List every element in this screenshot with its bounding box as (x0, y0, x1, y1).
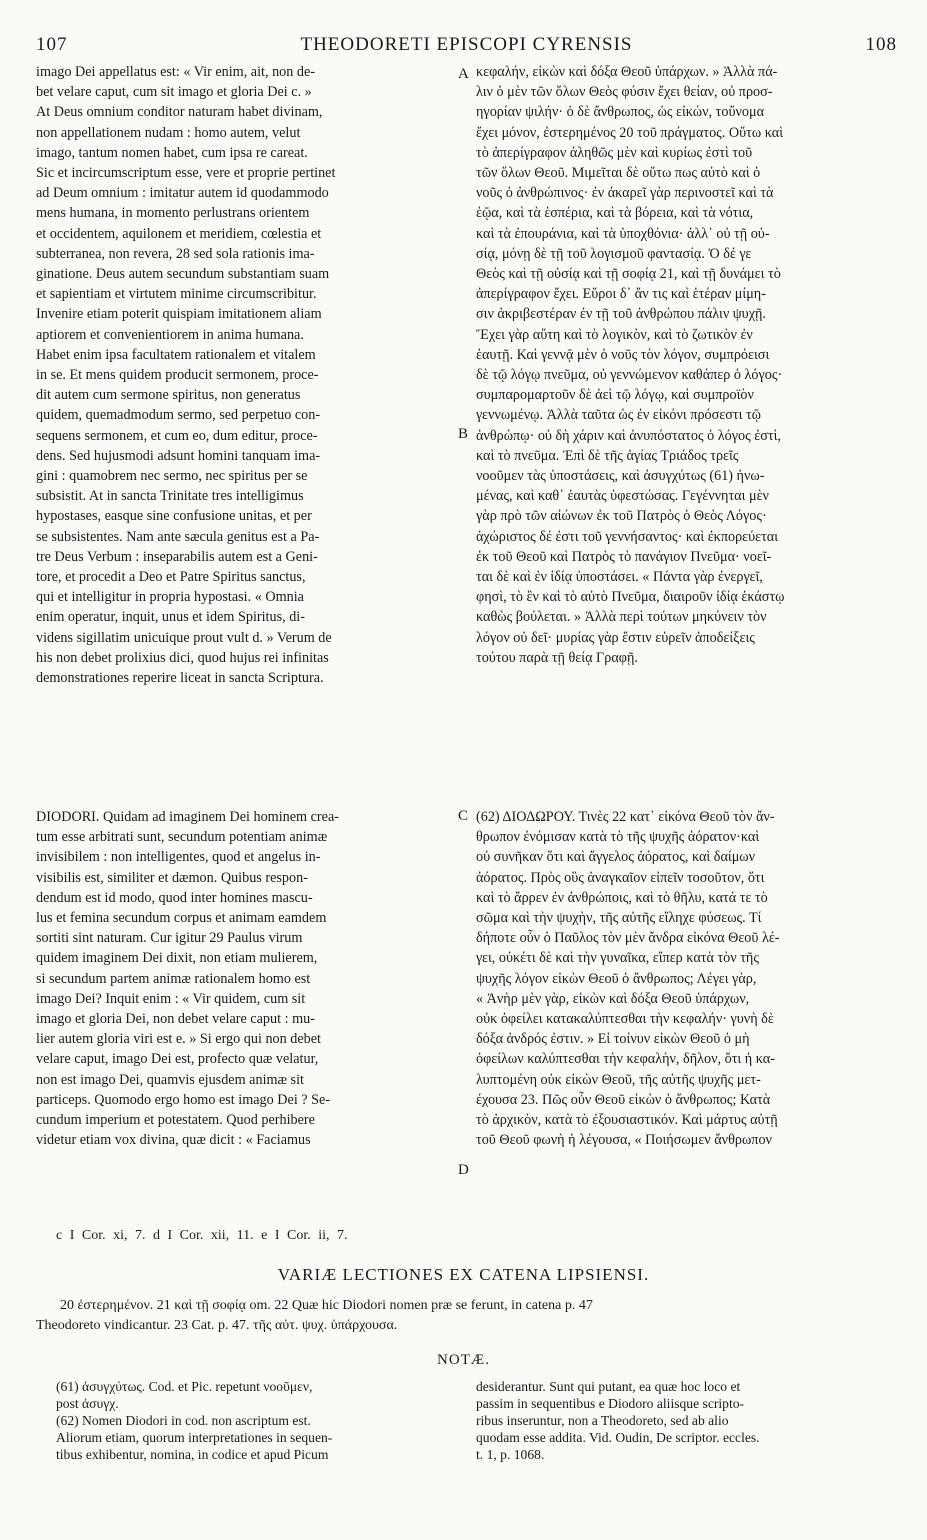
note-line: tibus exhibentur, nomina, in codice et apud Picum (56, 1447, 329, 1462)
latin-line: At Deus omnium conditor naturam habet divinam, (36, 104, 323, 121)
latin-line: imago Dei? Inquit enim : « Vir quidem, cum sit (36, 990, 306, 1007)
running-header (36, 34, 897, 60)
greek-line: οὐκ ὀφείλει κατακαλύπτεσθαι τὴν κεφαλήν· γυνὴ δὲ (476, 1011, 774, 1028)
greek-line: ἀνθρώπῳ· οὐ δὴ χάριν καὶ ἀνυπόστατος ὁ λόγος ἐστὶ, (476, 427, 781, 444)
greek-line: νοοῦμεν τὰς ὑποστάσεις, καὶ ἀσυγχύτως (61) ἡνω- (476, 468, 765, 485)
greek-line: ἀπερίγραφον ἔχει. Εὕροι δ᾽ ἄν τις καὶ ἑτέραν μίμη- (476, 286, 766, 303)
latin-line: qui et intelligitur in propria hypostasi. « Omnia (36, 589, 304, 606)
latin-line: Sic et incircumscriptum esse, vere et proprie pertinet (36, 165, 336, 182)
latin-line: enim operatur, inquit, unus et idem Spiritus, di- (36, 609, 305, 626)
greek-line: τοῦ Θεοῦ φωνὴ ἡ λέγουσα, « Ποιήσωμεν ἄνθρωπον (476, 1132, 772, 1149)
margin-letter-d: D (458, 1162, 469, 1178)
note-line: ribus inseruntur, non a Theodoreto, sed ab alio (476, 1413, 729, 1428)
latin-line: subterranea, non revera, 28 sed sola rationis ima- (36, 245, 315, 262)
greek-line: μένας, καὶ καθ᾽ ἑαυτὰς ὑφεστώσας. Γεγέννηται μὲν (476, 488, 769, 505)
latin-line: gini : quamobrem nec sermo, nec spiritus per se (36, 468, 308, 485)
note-line: (61) ἀσυγχύτως. Cod. et Pic. repetunt νοοῦμεν, (56, 1379, 313, 1394)
margin-letter-c: C (458, 808, 469, 824)
latin-line: videns sigillatim unicuique prout vult d. » Verum de (36, 629, 332, 646)
latin-line: tore, et procedit a Deo et Patre Spiritus sanctus, (36, 569, 306, 586)
latin-line: non appellationem nudam : homo autem, velut (36, 124, 301, 141)
greek-line: φησὶ, τὸ ἓν καὶ τὸ αὐτὸ Πνεῦμα, διαιροῦν ἰδίᾳ ἑκάστῳ (476, 589, 785, 606)
variae-lectiones-title: VARIÆ LECTIONES EX CATENA LIPSIENSI. (277, 1265, 650, 1284)
greek-line: καὶ τὰ ἐπουράνια, καὶ τὰ ὑποχθόνια· ἀλλ᾽ οὐ τῇ οὐ- (476, 225, 770, 242)
greek-line: θρωπον ἐνόμισαν κατὰ τὸ τῆς ψυχῆς ἀόρατον·καὶ (476, 829, 760, 846)
latin-line: si secundum partem animæ rationalem homo est (36, 970, 311, 987)
latin-line: ad Deum omnium : imitatur autem id quodammodo (36, 185, 329, 202)
greek-line: ἐκ τοῦ Θεοῦ καὶ Πατρὸς τὸ πανάγιον Πνεῦμα· νοεῖ- (476, 548, 772, 565)
greek-line: ηγορίαν ψιλήν· ὁ δὲ ἄνθρωπος, ὡς εἰκών, τοὔνομα (476, 104, 765, 121)
greek-line: ἔχει μόνον, ἐστερημένος 20 τοῦ πράγματος. Οὕτω καὶ (476, 124, 784, 141)
latin-line: bet velare caput, cum sit imago et gloria Dei c. » (36, 84, 312, 101)
greek-line: λόγον οὐ δεῖ· μυρίας γὰρ ἔστιν εὑρεῖν ἀποδείξεις (476, 629, 755, 646)
latin-line: quidem, quemadmodum sermo, sed perpetuo con- (36, 407, 321, 424)
latin-line: ginatione. Deus autem secundum substantiam suam (36, 266, 330, 283)
latin-line: videtur etiam vox divina, quæ dicit : « Faciamus (36, 1132, 311, 1149)
latin-line: imago Dei appellatus est: « Vir enim, ait, non de- (36, 64, 316, 80)
margin-letter-a: A (458, 66, 469, 82)
greek-line: γεννωμένῳ. Ἀλλὰ ταῦτα ὡς ἐν εἰκόνι πρόσεστι τῷ (476, 407, 761, 424)
latin-line: subsistit. At in sancta Trinitate tres intelligimus (36, 488, 304, 505)
latin-line: aptiorem et convenientiorem in anima humana. (36, 326, 304, 343)
latin-line: dens. Sed hujusmodi adsunt homini tanquam ima- (36, 447, 321, 464)
latin-line: quidem imaginem Dei dixit, non etiam mulierem, (36, 950, 318, 967)
latin-line: hypostases, easque sine confusione unitas, et per (36, 508, 312, 525)
latin-column-lower (36, 807, 454, 1150)
latin-line: demonstrationes reperire liceat in sancta Scriptura. (36, 670, 324, 687)
latin-line: cundum imperium et potestatem. Quod perhibere (36, 1112, 315, 1129)
greek-line: λυπτομένη οὐκ εἰκὼν Θεοῦ, τῆς αὐτῆς ψυχῆς μετ- (476, 1071, 761, 1088)
greek-line: γει, οὐκέτι δὲ καὶ τὴν γυναῖκα, εἴπερ κατὰ τὸν τῆς (476, 950, 759, 967)
latin-line: tum esse arbitrati sunt, secundum potentiam animæ (36, 829, 328, 846)
greek-line: συμπαρομαρτοῦν δὲ ἀεὶ τῷ λόγῳ, καὶ συμπροϊὸν (476, 387, 754, 404)
notae-right-column (476, 1378, 892, 1463)
greek-line: κεφαλήν, εἰκὼν καὶ δόξα Θεοῦ ὑπάρχων. » Ἀλλὰ πά- (476, 64, 778, 80)
greek-line: καθὼς βούλεται. » Ἀλλὰ περὶ τούτων μηκύνειν τὸν (476, 609, 767, 626)
latin-line: particeps. Quomodo ergo homo est imago Dei ? Se- (36, 1091, 331, 1108)
latin-line: lus et femina secundum corpus et animam eamdem (36, 910, 327, 927)
page-number-right: 108 (865, 34, 897, 55)
latin-line: se subsistentes. Nam ante sæcula genitus est a Pa- (36, 528, 320, 545)
notae-title: NOTÆ. (437, 1352, 490, 1368)
latin-line: Invenire etiam poterit quispiam imitationem aliam (36, 306, 322, 323)
greek-line: ἑαυτῇ. Καὶ γεννᾷ μὲν ὁ νοῦς τὸν λόγον, συμπρόεισι (476, 346, 770, 363)
latin-line: visibilis est, similiter et dæmon. Quibus respon- (36, 869, 308, 886)
margin-letter-b: B (458, 426, 469, 442)
note-line: quodam esse addita. Vid. Oudin, De scriptor. eccles. (476, 1430, 760, 1445)
greek-line: Θεὸς καὶ τῇ οὐσίᾳ καὶ τῇ σοφίᾳ 21, καὶ τῇ δυνάμει τὸ (476, 266, 781, 283)
latin-line: imago, tantum nomen habet, cum ipsa re careat. (36, 144, 308, 161)
latin-line: et sapientiam et virtutem minime circumscribitur. (36, 286, 317, 303)
note-line: passim in sequentibus e Diodoro aliisque scripto- (476, 1396, 745, 1411)
greek-column-upper (476, 62, 890, 668)
greek-line: νοῦς ὁ ἀνθρώπινος· ἐν ἀκαρεῖ γὰρ περινοστεῖ καὶ τὰ (476, 185, 774, 202)
variae-line: Theodoreto vindicantur. 23 Cat. p. 47. τῆς αὐτ. ψυχ. ὑπάρχουσα. (36, 1318, 398, 1333)
greek-line: λιν ὁ μὲν τῶν ὅλων Θεὸς φύσιν ἔχει θείαν, οὐ προσ- (476, 84, 773, 101)
greek-line: ὀφείλων καλύπτεσθαι τὴν κεφαλὴν, δῆλον, ὅτι ἡ κα- (476, 1051, 775, 1068)
latin-line: tre Deus Verbum : inseparabilis autem est a Geni- (36, 548, 318, 565)
latin-line: Habet enim ipsa facultatem rationalem et vitalem (36, 346, 316, 363)
note-line: t. 1, p. 1068. (476, 1447, 545, 1462)
latin-line: dit autem cum sermone spiritus, non generatus (36, 387, 301, 404)
note-line: Aliorum etiam, quorum interpretationes in sequen- (56, 1430, 333, 1445)
note-line: (62) Nomen Diodori in cod. non ascriptum est. (56, 1413, 311, 1428)
greek-line: σῶμα καὶ τὴν ψυχὴν, τῆς αὐτῆς εἴληχε φύσεως. Τί (476, 910, 762, 927)
latin-line: his non debet prolixius dici, quod hujus rei infinitas (36, 649, 329, 666)
latin-line: non est imago Dei, quamvis ejusdem animæ sit (36, 1071, 304, 1088)
latin-column-upper (36, 62, 454, 688)
latin-line: imago et gloria Dei, non debet velare caput : mu- (36, 1011, 315, 1028)
greek-line: έχουσα 23. Πῶς οὖν Θεοῦ εἰκὼν ὁ ἄνθρωπος; Κατὰ (476, 1091, 771, 1108)
latin-line: velare caput, imago Dei est, profecto quæ velatur, (36, 1051, 319, 1068)
latin-line: sortiti sint naturam. Cur igitur 29 Paulus virum (36, 930, 303, 947)
greek-line: δήποτε οὖν ὁ Παῦλος τὸν μὲν ἄνδρα εἰκόνα Θεοῦ λέ- (476, 930, 780, 947)
greek-line: ἀόρατος. Πρὸς οὓς ἀναγκαῖον εἰπεῖν τοσοῦτον, ὅτι (476, 869, 765, 886)
greek-line: τὸ ἀρχικὸν, κατὰ τὸ ἐξουσιαστικόν. Καὶ μάρτυς αὐτῇ (476, 1112, 778, 1129)
variae-lectiones-text (36, 1296, 891, 1336)
greek-line: τὸ ἀπερίγραφον ἀληθῶς μὲν καὶ κυρίως ἐστὶ τοῦ (476, 144, 753, 161)
latin-line: sequens sermonem, et cum eo, dum editur, proce- (36, 427, 318, 444)
greek-line: Ἔχει γὰρ αὕτη καὶ τὸ λογικὸν, καὶ τὸ ζωτικὸν ἐν (476, 326, 753, 343)
greek-column-lower (476, 807, 890, 1150)
notae-left-column (56, 1378, 448, 1463)
greek-line: γὰρ πρὸ τῶν αἰώνων ἐκ τοῦ Πατρὸς ὁ Θεὸς Λόγος· (476, 508, 767, 525)
greek-line: δόξα ἀνδρός ἐστιν. » Εἰ τοίνυν εἰκὼν Θεοῦ ὁ μὴ (476, 1031, 750, 1048)
note-line: post ἀσυγχ. (56, 1396, 119, 1411)
greek-line: καὶ τὸ πνεῦμα. Ἐπὶ δὲ τῆς ἁγίας Τριάδος τρεῖς (476, 447, 739, 464)
greek-line: σιν ἀκριβεστέραν ἐν τῇ τοῦ ἀνθρώπου πάλιν ψυχῇ. (476, 306, 766, 323)
greek-line: (62) ΔΙΟΔΩΡΟΥ. Τινὲς 22 κατ᾽ εἰκόνα Θεοῦ τὸν ἄν- (476, 809, 775, 825)
latin-line: et occidentem, aquilonem et meridiem, cœlestia et (36, 225, 322, 242)
greek-line: καὶ τὸ ἄρρεν ἐν ἀνθρώποις, καὶ τὸ θῆλυ, κατά τε τὸ (476, 889, 768, 906)
latin-line: DIODORI. Quidam ad imaginem Dei hominem crea- (36, 809, 339, 825)
latin-line: in se. Et mens quidem producit sermonem, proce- (36, 367, 319, 384)
greek-line: τῶν ὅλων Θεοῦ. Μιμεῖται δὲ οὕτω πως αὐτὸ καὶ ὁ (476, 165, 761, 182)
greek-line: τούτου παρὰ τῇ θείᾳ Γραφῇ. (476, 649, 638, 666)
greek-line: ἀχώριστος δέ ἐστι τοῦ γεννήσαντος· καὶ ἐκπορεύεται (476, 528, 779, 545)
greek-line: ψυχῆς λόγον εἰκὼν Θεοῦ ὁ ἄνθρωπος; Λέγει γὰρ, (476, 970, 757, 987)
page-number-left: 107 (36, 34, 68, 55)
greek-line: « Ἀνὴρ μὲν γὰρ, εἰκὼν καὶ δόξα Θεοῦ ὑπάρχων, (476, 990, 750, 1007)
latin-line: invisibilem : non intelligentes, quod et angelus in- (36, 849, 321, 866)
footnotes: c I Cor. xi, 7. d I Cor. xii, 11. e I Cor. ii, 7. (56, 1228, 348, 1243)
latin-line: dendum est id modo, quod inter homines mascu- (36, 889, 313, 906)
greek-line: οὐ συνῆκαν ὅτι καὶ ἄγγελος ἀόρατος, καὶ δαίμων (476, 849, 756, 866)
greek-line: ται δὲ καὶ ἐν ἰδίᾳ ὑποστάσει. « Πάντα γὰρ ἐνεργεῖ, (476, 569, 763, 586)
note-line: desiderantur. Sunt qui putant, ea quæ hoc loco et (476, 1379, 741, 1394)
latin-line: lier autem gloria viri est e. » Si ergo qui non debet (36, 1031, 321, 1048)
latin-line: mens humana, in momento perlustrans orientem (36, 205, 310, 222)
running-title: THEODORETI EPISCOPI CYRENSIS (300, 34, 633, 55)
greek-line: δὲ τῷ λόγῳ πνεῦμα, οὐ γεννώμενον καθάπερ ὁ λόγος· (476, 367, 783, 384)
greek-line: σίᾳ, μόνῃ δὲ τῇ τοῦ λογισμοῦ φαντασίᾳ. Ὁ δέ γε (476, 245, 752, 262)
variae-line: 20 ἐστερημένον. 21 καὶ τῇ σοφίᾳ om. 22 Quæ hic Diodori nomen præ se ferunt, in catena p. 47 (60, 1298, 593, 1313)
greek-line: ἑῷα, καὶ τὰ ἑσπέρια, καὶ τὰ βόρεια, καὶ τὰ νότια, (476, 205, 754, 222)
